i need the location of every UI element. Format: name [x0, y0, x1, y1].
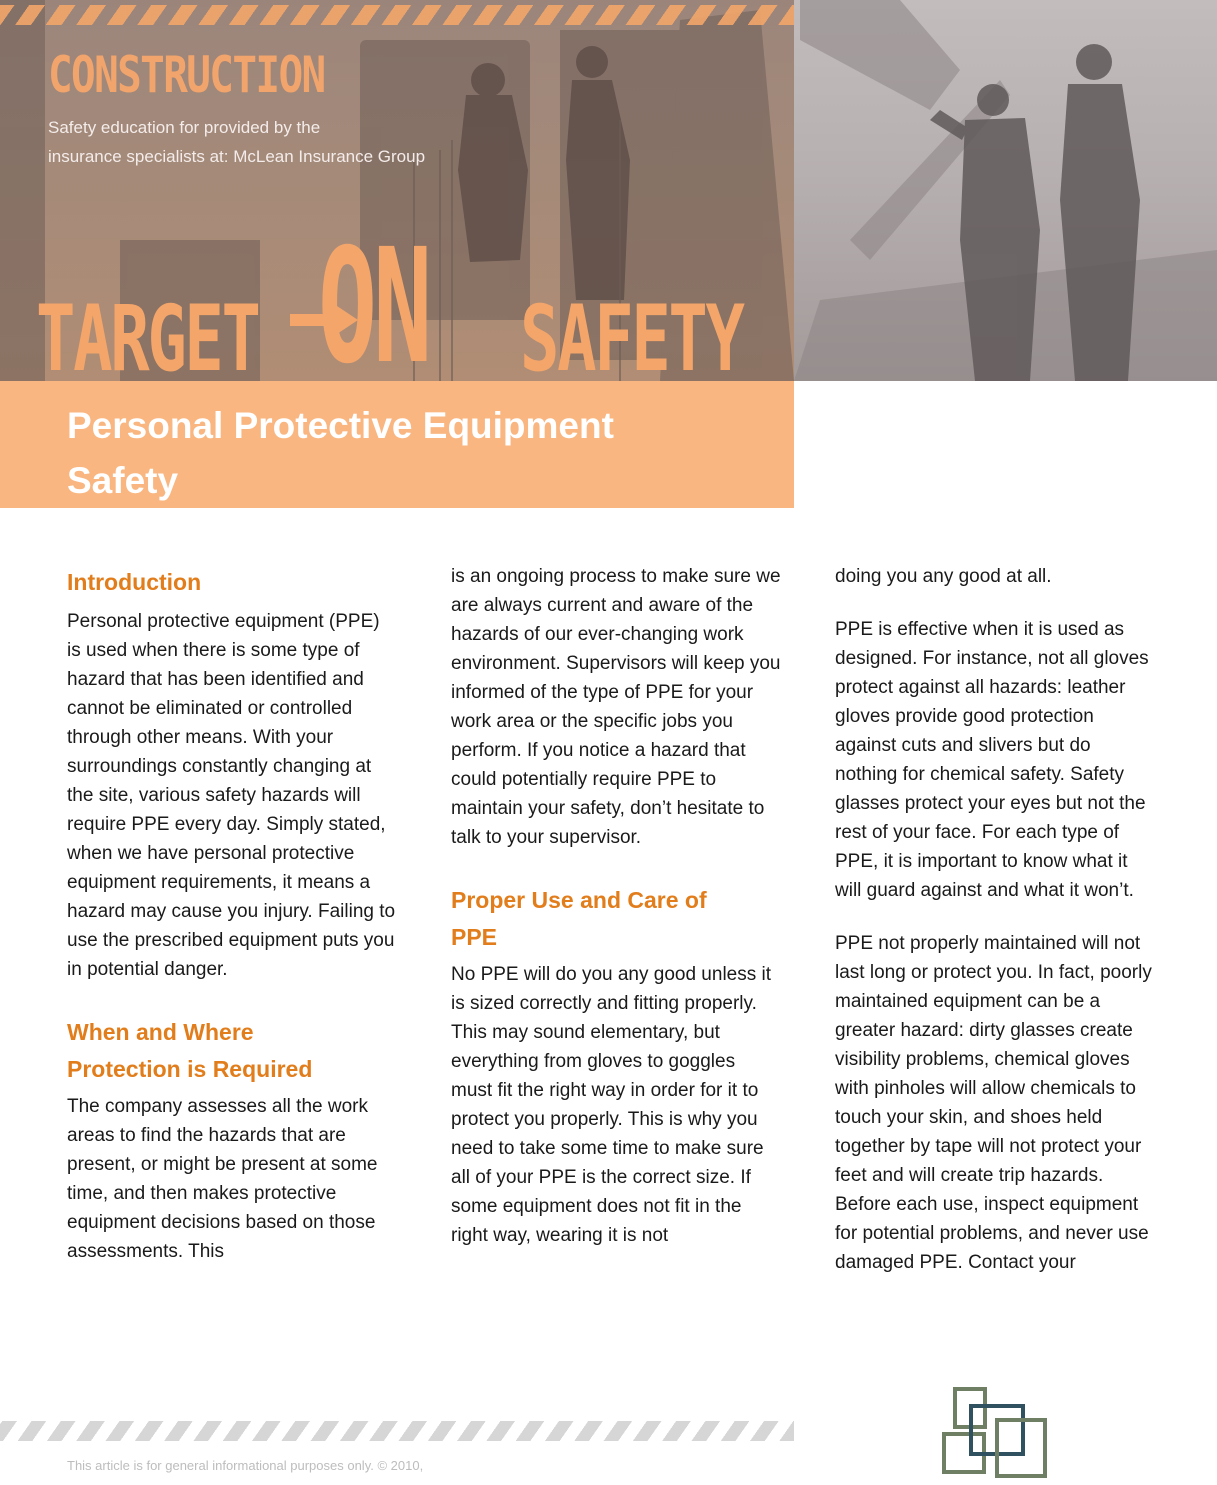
introduction-body: Personal protective equipment (PPE) is used when there is some type of hazard that has been identified and cannot be eliminated or controlled through other means. With your surroundings constantly changing at the site, various safety hazards will require PPE every day. Simply stated, when we have personal protective equipment requirements, it means a hazard may cause you injury. Failing to use the prescribed equipment puts you in potential danger. — [67, 611, 396, 980]
when-where-body-start: The company assesses all the work areas to find the hazards that are present, or might be present at some time, and then makes protective equipment decisions based on those assessments. This — [67, 1096, 378, 1262]
when-where-heading-line2: Protection is Required — [67, 1056, 313, 1082]
header-banner — [0, 0, 1217, 381]
page-title-line2: Safety — [67, 460, 179, 501]
banner-subtitle-line2: insurance specialists at: McLean Insurance Group — [48, 147, 426, 166]
logo-word-on: ON — [318, 215, 429, 381]
logo-word-target: TARGET — [36, 285, 259, 381]
introduction-heading: Introduction — [67, 569, 202, 595]
page-title-line1: Personal Protective Equipment — [67, 405, 614, 446]
proper-use-paragraph-3: PPE not properly maintained will not last long or protect you. In fact, poorly maintained equipment can be a greater hazard: dirty glasses create visibility problems, chemical gloves with pinholes will allow chemicals to touch your skin, and shoes held together by tape will not protect your feet and will create trip hazards. Before each use, inspect equipment for potential problems, and never use damaged PPE. Contact your — [835, 933, 1152, 1273]
brand-heading: CONSTRUCTION — [48, 46, 325, 104]
article-column-1 — [67, 564, 397, 1266]
logo-word-safety: SAFETY — [520, 285, 743, 381]
when-where-heading-line1: When and Where — [67, 1019, 254, 1045]
hazard-stripe-bottom — [0, 1421, 794, 1441]
company-logo-icon — [941, 1386, 1051, 1480]
when-where-body-continued: is an ongoing process to make sure we are always current and aware of the hazards of our ever-changing work environment. Supervisors will keep you informed of the type of PPE for your work area or the specific jobs you perform. If you notice a hazard that could potentially require PPE to maintain your safety, don’t hesitate to talk to your supervisor. — [451, 566, 781, 848]
proper-use-body-continued: doing you any good at all. — [835, 566, 1052, 587]
proper-use-heading-line1: Proper Use and Care of — [451, 887, 707, 913]
hazard-stripe-top — [0, 5, 794, 25]
proper-use-body-start: No PPE will do you any good unless it is sized correctly and fitting properly. This may sound elementary, but everything from gloves to goggles must fit the right way in order for it to protect you properly. This is why you need to take some time to make sure all of your PPE is the correct size. If some equipment does not fit in the right way, wearing it is not — [451, 964, 772, 1246]
banner-subtitle-line1: Safety education for provided by the — [48, 118, 321, 137]
proper-use-heading — [451, 882, 781, 956]
footer-disclaimer: This article is for general informational purposes only. © 2010, — [67, 1458, 424, 1473]
article-column-3 — [835, 562, 1155, 1277]
proper-use-paragraph-2: PPE is effective when it is used as designed. For instance, not all gloves protect against all hazards: leather gloves provide good protection against cuts and slivers but do nothing for chemical safety. Safety glasses protect your eyes but not the rest of your face. For each type of PPE, it is important to know what it will guard against and what it won’t. — [835, 619, 1149, 901]
proper-use-heading-line2: PPE — [451, 924, 498, 950]
when-where-heading — [67, 1014, 397, 1088]
page-title — [67, 398, 747, 508]
article-column-2 — [451, 562, 781, 1250]
